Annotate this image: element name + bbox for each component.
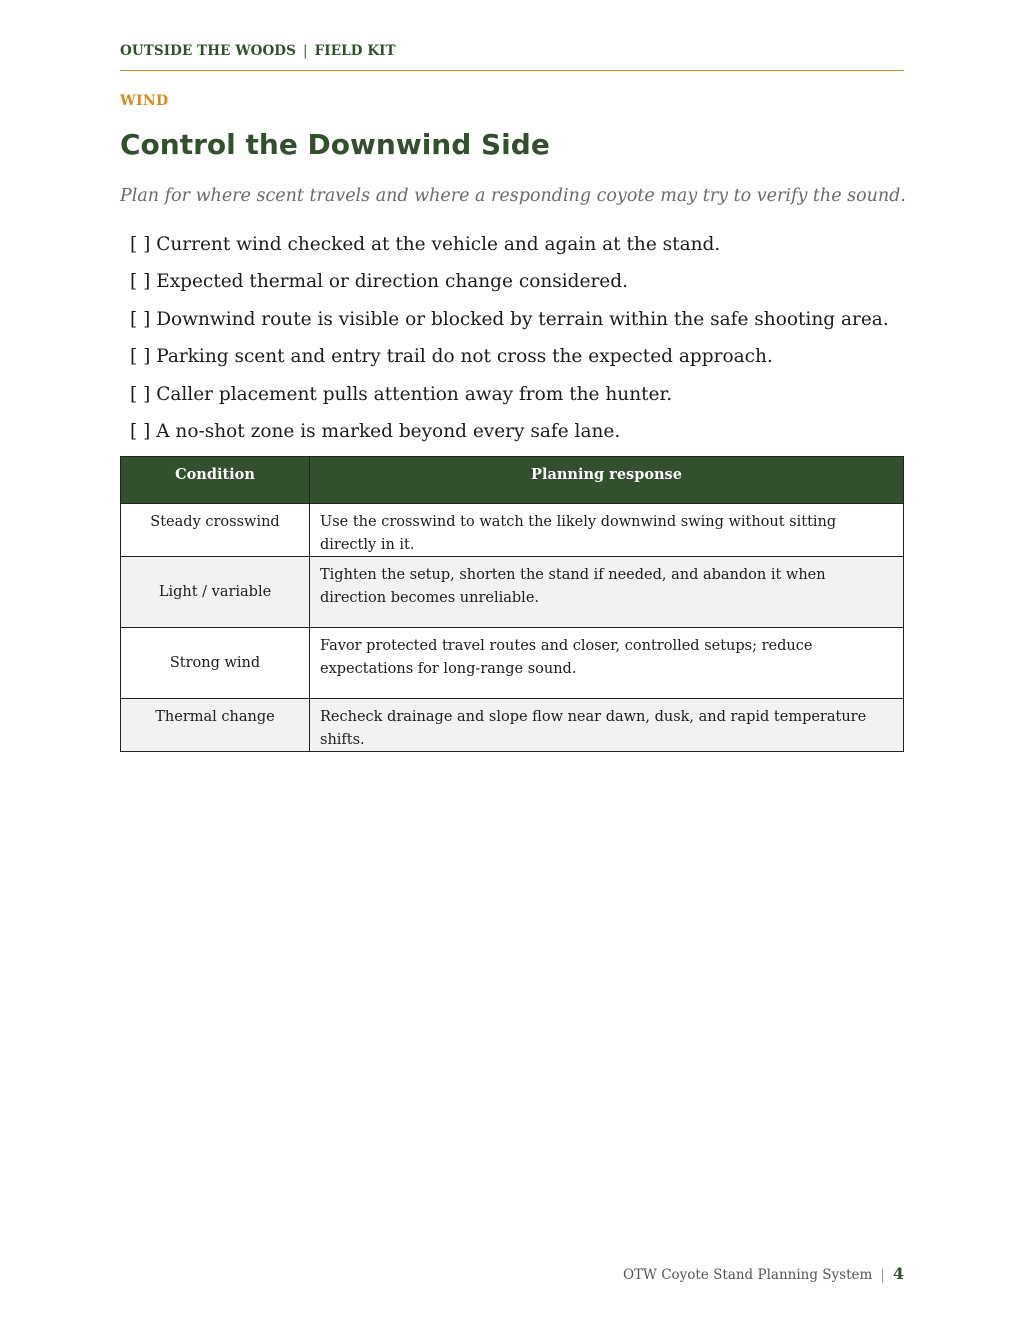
response-cell: Use the crosswind to watch the likely downwind swing without sitting directly in it. — [310, 504, 904, 557]
wind-checklist — [130, 232, 889, 456]
checklist-item: [ ] A no-shot zone is marked beyond every safe lane. — [130, 420, 621, 442]
column-header-condition: Condition — [121, 457, 310, 504]
header-brand: OUTSIDE THE WOODS — [120, 43, 296, 59]
header-separator: | — [302, 43, 308, 59]
response-cell: Favor protected travel routes and closer, controlled setups; reduce expectations for long-range sound. — [310, 628, 904, 699]
checklist-item: [ ] Expected thermal or direction change considered. — [130, 271, 628, 293]
table-row — [121, 504, 904, 557]
condition-cell: Thermal change — [121, 699, 310, 752]
table-row — [121, 699, 904, 752]
page-title: Control the Downwind Side — [120, 128, 550, 161]
table-header-row — [121, 457, 904, 504]
footer-system-name: OTW Coyote Stand Planning System — [622, 1267, 873, 1283]
checklist-item: [ ] Current wind checked at the vehicle and again at the stand. — [130, 234, 721, 255]
running-header — [120, 43, 904, 71]
checklist-item: [ ] Parking scent and entry trail do not cross the expected approach. — [130, 346, 773, 368]
response-cell: Tighten the setup, shorten the stand if needed, and abandon it when direction becomes unreliable. — [310, 557, 904, 628]
column-header-planning-response: Planning response — [310, 457, 904, 504]
checklist-item: [ ] Downwind route is visible or blocked by terrain within the safe shooting area. — [130, 308, 889, 330]
table-row — [121, 557, 904, 628]
footer-separator: | — [880, 1267, 885, 1283]
condition-cell: Steady crosswind — [121, 504, 310, 557]
condition-response-table — [120, 456, 904, 752]
page-footer — [623, 1264, 904, 1283]
response-cell: Recheck drainage and slope flow near dawn, dusk, and rapid temperature shifts. — [310, 699, 904, 752]
condition-cell: Strong wind — [121, 628, 310, 699]
table-row — [121, 628, 904, 699]
condition-cell: Light / variable — [121, 557, 310, 628]
checklist-item: [ ] Caller placement pulls attention away from the hunter. — [130, 383, 673, 405]
header-kit: FIELD KIT — [314, 43, 396, 59]
page-number: 4 — [892, 1264, 904, 1283]
section-label: WIND — [120, 93, 169, 109]
page-subtitle: Plan for where scent travels and where a responding coyote may try to verify the sound. — [120, 186, 906, 206]
